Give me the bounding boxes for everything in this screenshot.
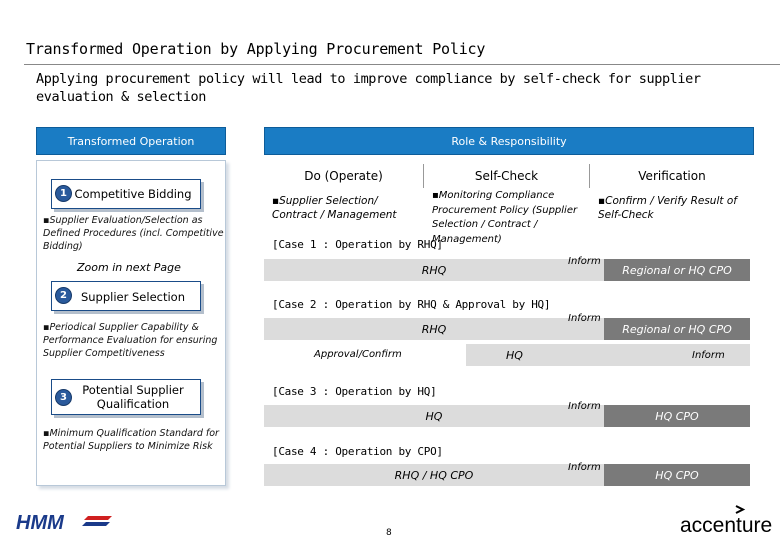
case-3-label: [Case 3 : Operation by HQ] (272, 385, 437, 398)
case-4-label: [Case 4 : Operation by CPO] (272, 445, 443, 458)
zoom-in-note: Zoom in next Page (77, 261, 181, 274)
case-4-inform: Inform (568, 462, 601, 473)
case-2-bar: RHQ (264, 318, 604, 340)
do-description: ▪Supplier Selection/ Contract / Management (272, 195, 397, 221)
case-4-target: HQ CPO (604, 464, 750, 486)
selfcheck-description: ▪Monitoring Compliance Procurement Policy (Supplier Selection / Contract / Management) (432, 190, 578, 245)
case-2-hq-bar (466, 344, 750, 366)
title-divider (24, 64, 780, 65)
case-3-inform: Inform (568, 401, 601, 412)
role-responsibility-header: Role & Responsibility (264, 127, 754, 155)
page-number: 8 (386, 528, 392, 538)
case-2-hq-label: HQ (506, 348, 523, 362)
case-2-approval-label: Approval/Confirm (314, 349, 402, 360)
transformed-operation-panel (36, 160, 226, 486)
step-2-number: 2 (55, 287, 72, 304)
case-1-target: Regional or HQ CPO (604, 259, 750, 281)
accenture-logo-text: accenture (680, 514, 773, 537)
case-3-target: HQ CPO (604, 405, 750, 427)
step-3-desc: ▪Minimum Qualification Standard for Potential Suppliers to Minimize Risk (43, 428, 219, 452)
page-subtitle: Applying procurement policy will lead to improve compliance by self-check for supplier evaluation & selection (36, 71, 701, 105)
step-1-desc: ▪Supplier Evaluation/Selection as Defined Procedures (incl. Competitive Bidding) (43, 215, 224, 252)
col-head-selfcheck: Self-Check (424, 164, 590, 188)
accenture-logo (680, 504, 776, 540)
step-3-label: Potential Supplier Qualification (82, 383, 184, 411)
case-4-bar: RHQ / HQ CPO (264, 464, 604, 486)
verification-description: ▪Confirm / Verify Result of Self-Check (598, 195, 737, 221)
step-3-number: 3 (55, 389, 72, 406)
step-1-label: Competitive Bidding (74, 187, 192, 201)
step-1-number: 1 (55, 185, 72, 202)
case-1-bar: RHQ (264, 259, 604, 281)
case-2-inform-2: Inform (692, 349, 725, 361)
case-2-label: [Case 2 : Operation by RHQ & Approval by HQ] (272, 298, 551, 311)
step-2-desc: ▪Periodical Supplier Capability & Performance Evaluation for ensuring Supplier Competitiveness (43, 322, 218, 359)
page-title: Transformed Operation by Applying Procurement Policy (26, 40, 486, 58)
transformed-operation-header: Transformed Operation (36, 127, 226, 155)
hmm-logo (16, 510, 116, 538)
case-3-bar: HQ (264, 405, 604, 427)
hmm-logo-text: HMM (16, 512, 64, 534)
case-2-inform: Inform (568, 313, 601, 324)
case-1-inform: Inform (568, 256, 601, 267)
case-1-label: [Case 1 : Operation by RHQ] (272, 238, 443, 251)
case-2-target: Regional or HQ CPO (604, 318, 750, 340)
col-head-do: Do (Operate) (264, 164, 424, 188)
col-head-verification: Verification (638, 169, 706, 183)
step-2-label: Supplier Selection (80, 290, 186, 304)
